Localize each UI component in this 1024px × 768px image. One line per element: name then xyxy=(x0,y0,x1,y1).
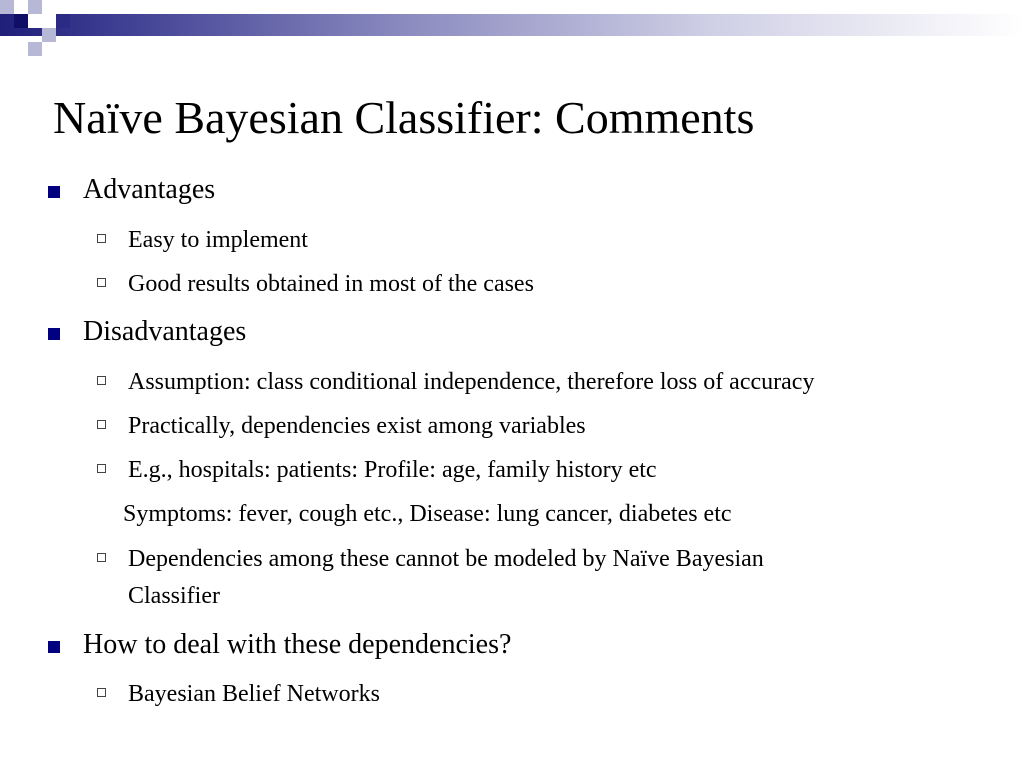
filled-square-bullet-icon xyxy=(48,186,60,198)
subbullet-text: E.g., hospitals: patients: Profile: age, family history etc xyxy=(128,457,657,483)
hollow-square-bullet-icon xyxy=(97,420,106,429)
subbullet-text: Practically, dependencies exist among variables xyxy=(128,413,586,439)
hollow-square-bullet-icon xyxy=(97,278,106,287)
slide-title: Naïve Bayesian Classifier: Comments xyxy=(53,92,755,143)
hollow-square-bullet-icon xyxy=(97,376,106,385)
subbullet-text: Dependencies among these cannot be modeled by Naïve Bayesian xyxy=(128,546,764,572)
subbullet-text: Assumption: class conditional independence, therefore loss of accuracy xyxy=(128,369,815,395)
hollow-square-bullet-icon xyxy=(97,234,106,243)
subbullet-text: Good results obtained in most of the cases xyxy=(128,271,534,297)
hollow-square-bullet-icon xyxy=(97,688,106,697)
subbullet-text: Bayesian Belief Networks xyxy=(128,681,380,707)
bullet-text: How to deal with these dependencies? xyxy=(83,629,512,660)
continuation-line-classifier: Classifier xyxy=(128,583,220,609)
hollow-square-bullet-icon xyxy=(97,464,106,473)
bullet-text: Disadvantages xyxy=(83,316,247,347)
filled-square-bullet-icon xyxy=(48,641,60,653)
continuation-line-symptoms: Symptoms: fever, cough etc., Disease: lung cancer, diabetes etc xyxy=(123,501,732,527)
filled-square-bullet-icon xyxy=(48,328,60,340)
subbullet-text: Easy to implement xyxy=(128,227,308,253)
hollow-square-bullet-icon xyxy=(97,553,106,562)
bullet-text: Advantages xyxy=(83,174,216,205)
